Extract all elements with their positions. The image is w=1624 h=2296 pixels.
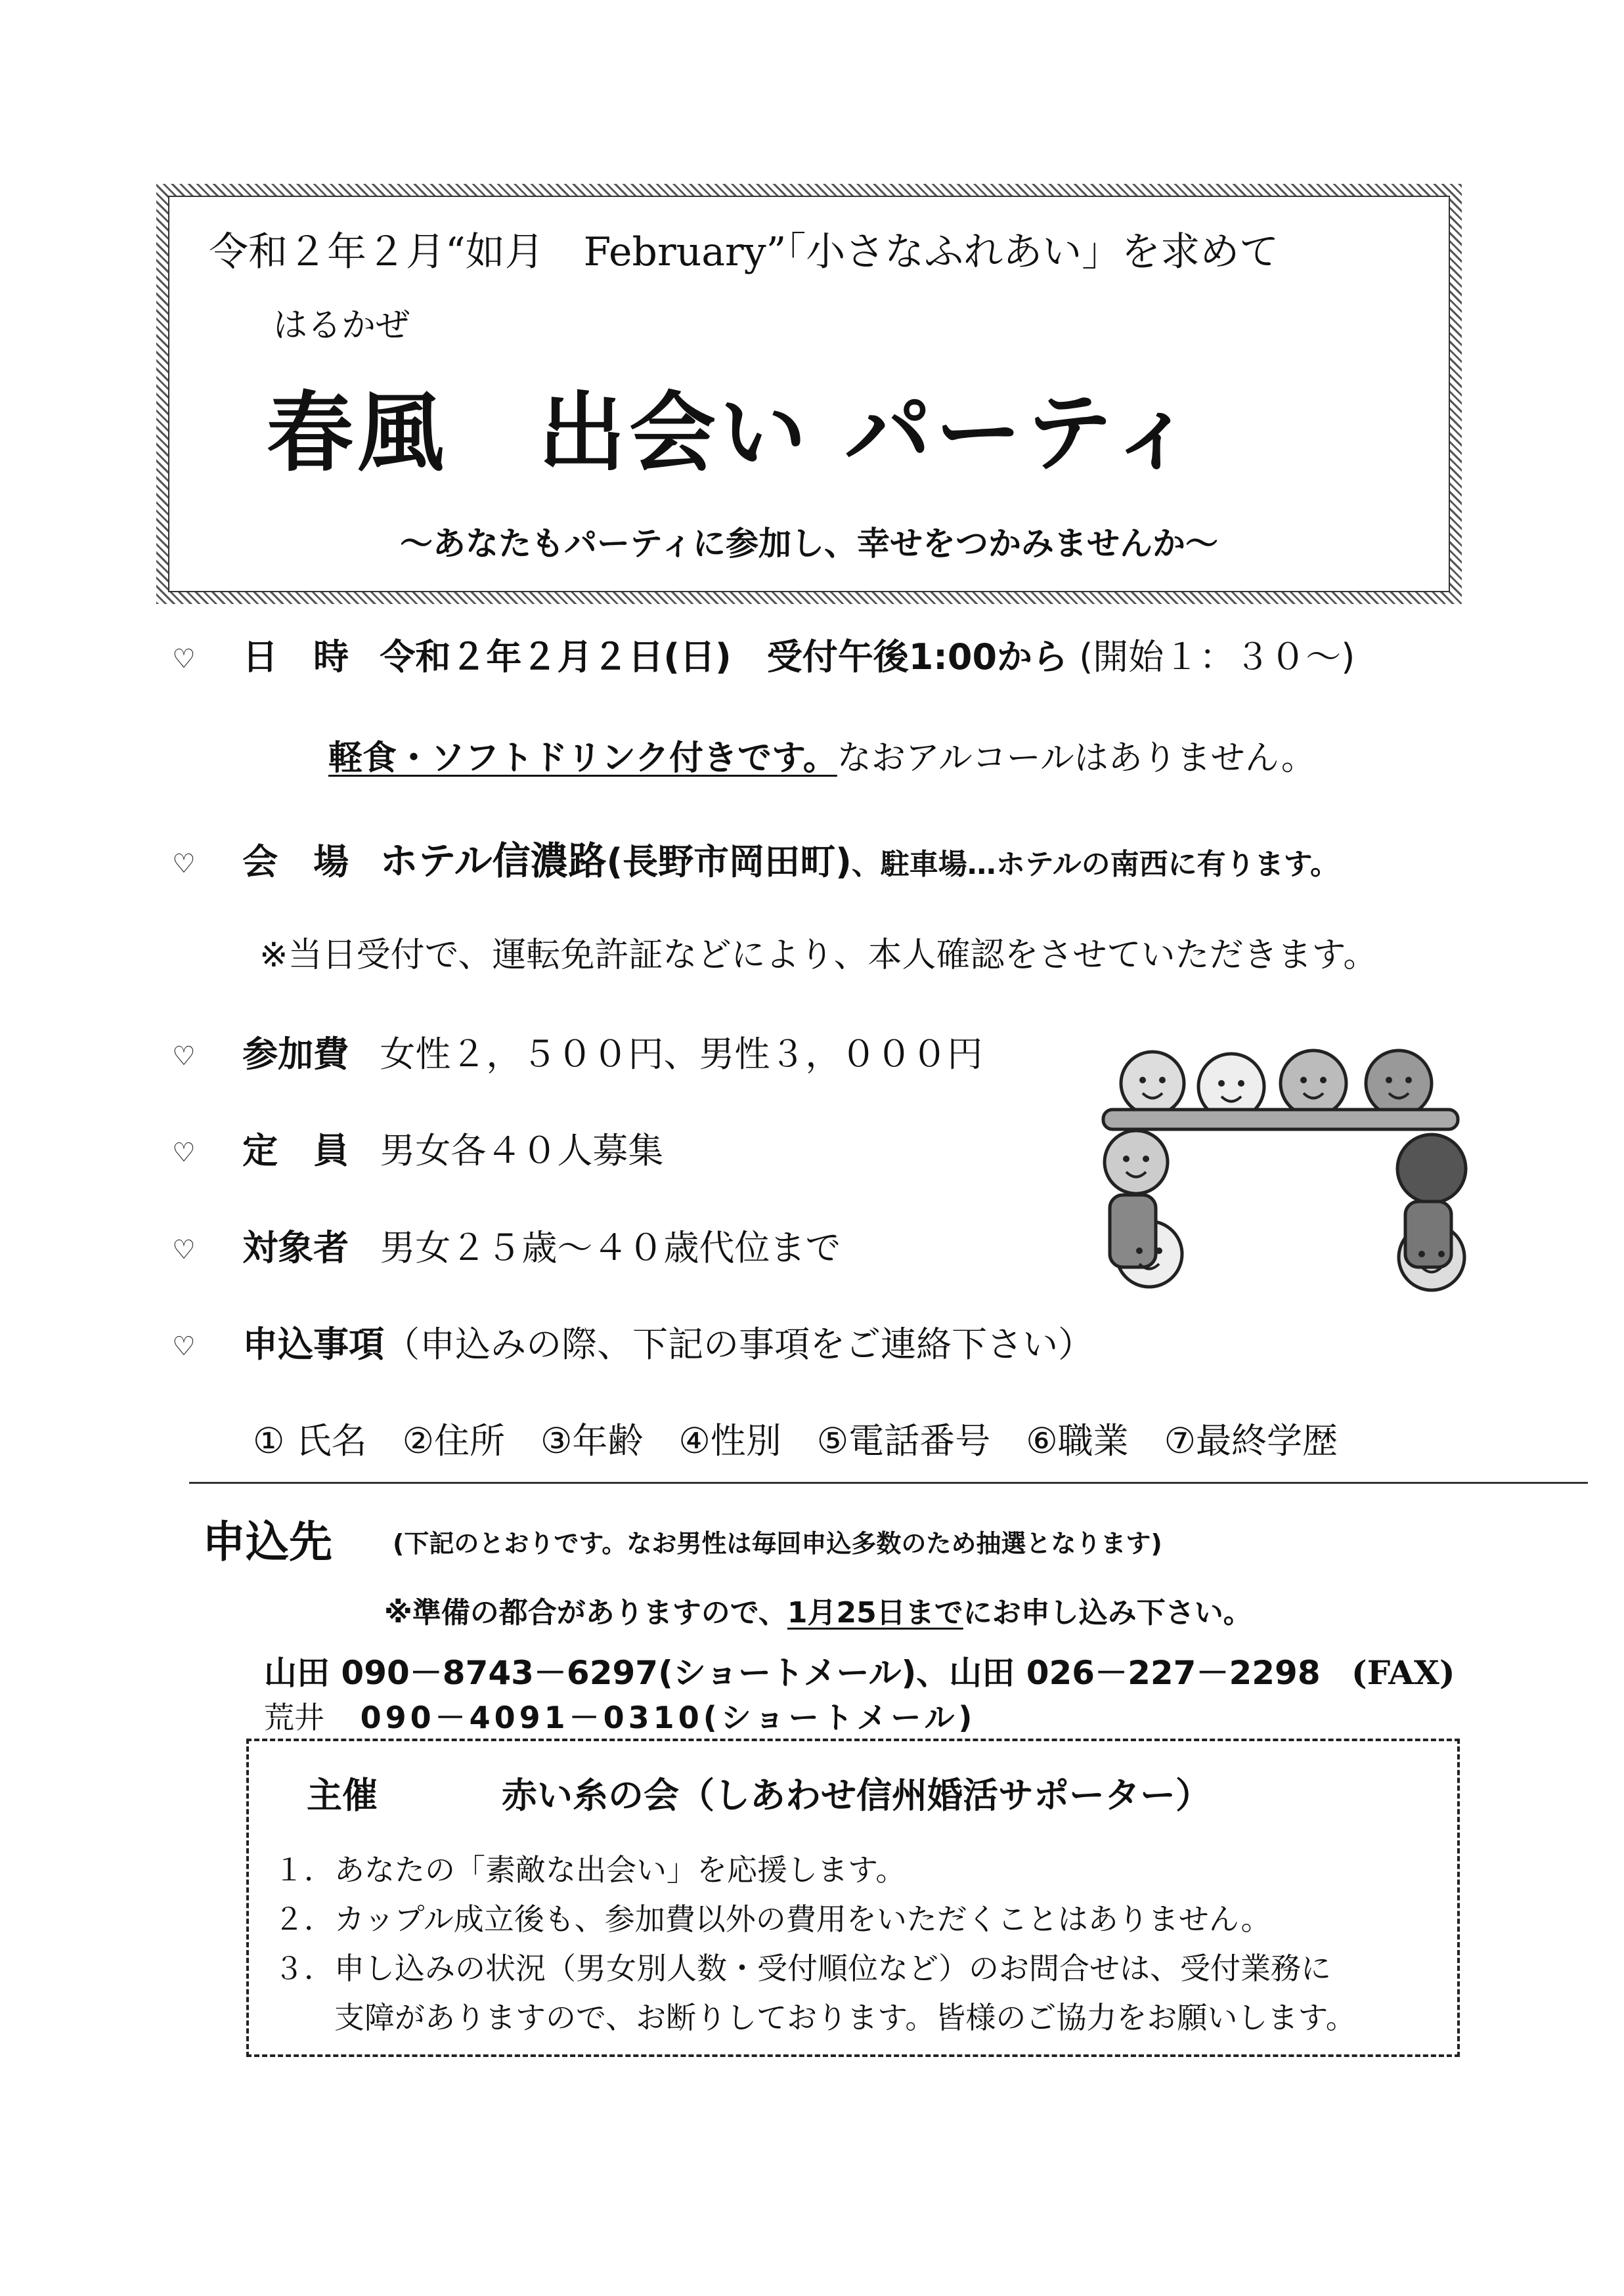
target-label: 対象者 [242, 1227, 349, 1268]
organizer-label: 主催 [307, 1774, 378, 1816]
organizer-item-2: ２．カップル成立後も、参加費以外の費用をいただくことはありません。 [274, 1901, 1271, 1937]
contact-line-1 [264, 1647, 1455, 1694]
datetime-row [172, 629, 1355, 680]
capacity-label: 定 員 [242, 1130, 349, 1171]
datetime-value: 令和２年２月２日(日) 受付午後1:00から [380, 636, 1068, 678]
contact-1: 山田 090－8743－6297(ショートメール)、山田 026－227－2298 [264, 1654, 1321, 1692]
header-subheading: 令和２年２月“如月 February”「小さなふれあい」を求めて [209, 229, 1279, 275]
fee-label: 参加費 [242, 1033, 349, 1075]
header-box [156, 184, 1462, 604]
venue-parking: 、駐車場…ホテルの南西に有ります。 [851, 848, 1340, 881]
tagline: ～あなたもパーティに参加し、幸せをつかみませんか～ [400, 525, 1218, 563]
page-title: 春風 出会い パーティ [267, 383, 1200, 484]
target-value: 男女２５歳～４０歳代位まで [380, 1227, 841, 1268]
venue-location: (長野市岡田町) [606, 841, 852, 882]
datetime-note: (開始１：３０～) [1079, 636, 1355, 678]
heart-icon: ♡ [172, 1332, 196, 1362]
food-note: なおアルコールはありません。 [837, 739, 1315, 778]
contact-1-fax: (FAX) [1351, 1653, 1455, 1692]
apply-items-note: （申込みの際、下記の事項をご連絡下さい） [384, 1324, 1094, 1365]
contact-2-number: 090－4091－0310(ショートメール) [360, 1700, 977, 1735]
title-ruby: はるかぜ [273, 306, 410, 345]
organizer-box [246, 1739, 1460, 2057]
organizer-item-3b: 支障がありますので、お断りしております。皆様のご協力をお願いします。 [274, 2000, 1356, 2035]
contact-2-name: 荒井 [264, 1700, 324, 1735]
organizer-name: 赤い糸の会（しあわせ信州婚活サポーター） [502, 1774, 1211, 1816]
organizer-item-1: １．あなたの「素敵な出会い」を応援します。 [274, 1852, 906, 1888]
venue-name: ホテル信濃路 [380, 838, 607, 883]
heart-icon: ♡ [172, 849, 196, 880]
datetime-label: 日 時 [242, 636, 349, 678]
heart-icon: ♡ [172, 644, 196, 675]
section-divider [189, 1482, 1588, 1484]
apply-items-label: 申込事項 [242, 1324, 385, 1365]
food-row [328, 730, 1315, 779]
apply-note: (下記のとおりです。なお男性は毎回申込多数のため抽選となります) [393, 1529, 1162, 1558]
fee-value: 女性２，５００円、男性３，０００円 [380, 1033, 983, 1075]
target-row [172, 1220, 841, 1270]
venue-note: ※当日受付で、運転免許証などにより、本人確認をさせていただきます。 [259, 936, 1378, 975]
apply-items-list: ① 氏名 ②住所 ③年齢 ④性別 ⑤電話番号 ⑥職業 ⑦最終学歴 [253, 1420, 1338, 1462]
capacity-value: 男女各４０人募集 [380, 1130, 664, 1171]
apply-title: 申込先 [202, 1517, 332, 1567]
venue-row [172, 830, 1339, 885]
capacity-row [172, 1123, 663, 1173]
deadline-date: 1月25日まで [787, 1596, 963, 1630]
contact-line-2 [264, 1694, 976, 1737]
heart-icon: ♡ [172, 1138, 196, 1169]
food-bold: 軽食・ソフトドリンク付きです。 [328, 739, 837, 778]
children-illustration [1090, 1037, 1484, 1307]
deadline-pre: ※準備の都合がありますので、 [384, 1596, 787, 1630]
heart-icon: ♡ [172, 1041, 196, 1072]
apply-items-row [172, 1316, 1093, 1367]
deadline-line [384, 1589, 1252, 1631]
heart-icon: ♡ [172, 1235, 196, 1266]
venue-label: 会 場 [242, 841, 349, 882]
deadline-post: にお申し込み下さい。 [963, 1596, 1252, 1630]
fee-row [172, 1026, 982, 1077]
organizer-item-3a: ３．申し込みの状況（男女別人数・受付順位など）のお問合せは、受付業務に [274, 1951, 1331, 1986]
